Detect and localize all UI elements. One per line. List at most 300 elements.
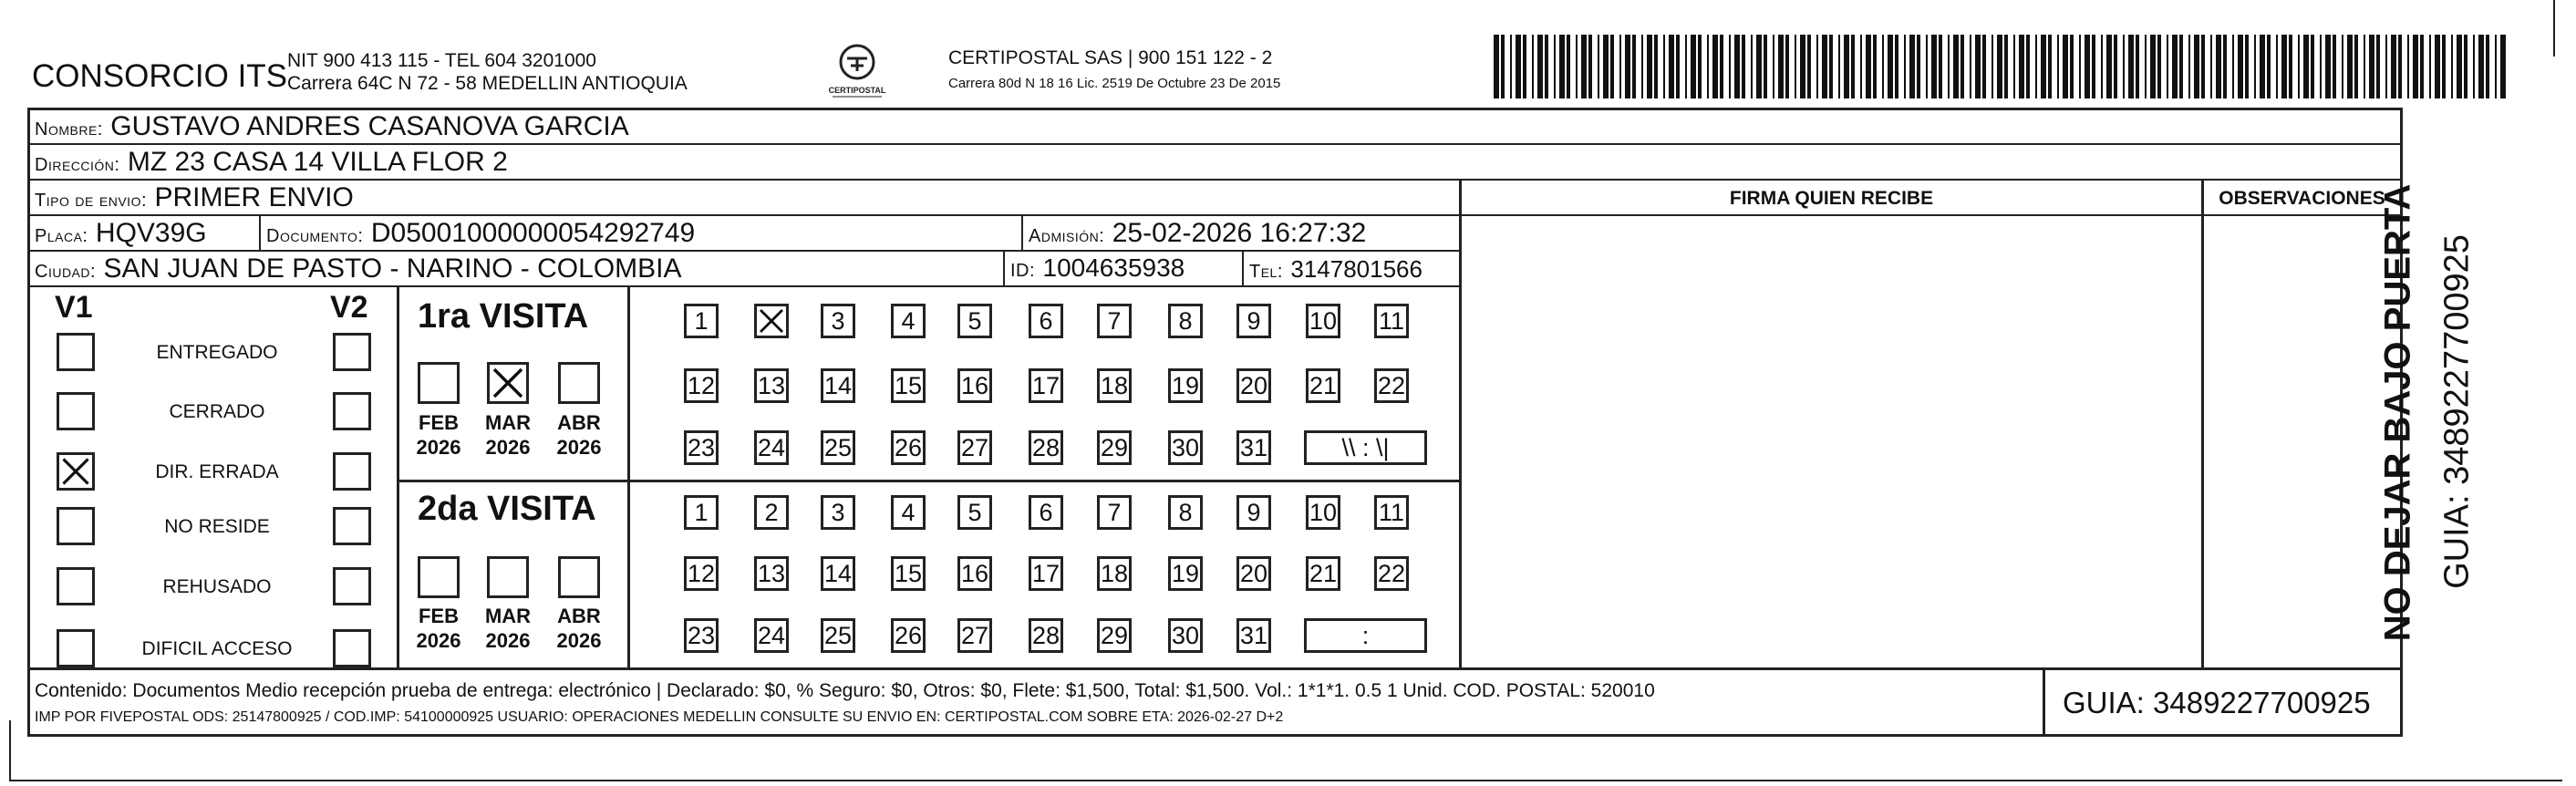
v2-status-checkbox[interactable] — [333, 567, 371, 605]
visit1-day-box[interactable]: 23 — [684, 430, 719, 465]
visit2-day-box[interactable]: 8 — [1168, 495, 1203, 530]
barcode-bar — [2167, 35, 2168, 98]
visit1-time-box[interactable]: \\ : \| — [1304, 430, 1427, 465]
side-guia: GUIA: 3489227700925 — [2437, 234, 2477, 589]
ciudad-row — [35, 253, 682, 284]
tipo-value: PRIMER ENVIO — [154, 182, 354, 212]
company-name: CONSORCIO ITS — [32, 58, 288, 94]
barcode-bar — [1619, 35, 1621, 98]
barcode-bar — [1691, 35, 1696, 98]
frame-top — [27, 108, 2402, 110]
svg-text:CERTIPOSTAL: CERTIPOSTAL — [828, 86, 886, 95]
visit2-day-box[interactable]: 7 — [1097, 495, 1132, 530]
firma-separator — [1459, 179, 1462, 668]
barcode-bar — [1982, 35, 1986, 98]
nombre-value: GUSTAVO ANDRES CASANOVA GARCIA — [110, 111, 629, 141]
tel-row — [1249, 255, 1422, 284]
v2-header: V2 — [330, 290, 368, 325]
visit1-day-box[interactable]: 14 — [821, 368, 855, 403]
barcode-bar — [1800, 35, 1805, 98]
barcode-bar — [2391, 35, 2396, 98]
barcode-bar — [1785, 35, 1789, 98]
barcode-bar — [1581, 35, 1587, 98]
firma-title: FIRMA QUIEN RECIBE — [1729, 188, 1934, 209]
placa-value: HQV39G — [95, 218, 207, 248]
barcode-bar — [1909, 35, 1915, 98]
barcode-bar — [2342, 35, 2343, 98]
barcode-bar — [1866, 35, 1871, 98]
barcode — [1494, 35, 2512, 98]
id-row — [1010, 253, 1185, 283]
barcode-bar — [1829, 35, 1833, 98]
visit1-day-box[interactable]: 30 — [1168, 430, 1203, 465]
barcode-bar — [2495, 35, 2497, 98]
barcode-bar — [2429, 35, 2431, 98]
visit2-month-label: FEB 2026 — [416, 605, 461, 652]
barcode-bar — [1795, 35, 1796, 98]
barcode-bar — [1510, 35, 1512, 98]
visit1-day-box[interactable]: 20 — [1236, 368, 1271, 403]
visit1-day-box[interactable]: 21 — [1306, 368, 1340, 403]
barcode-bar — [2298, 35, 2300, 98]
barcode-bar — [2245, 35, 2249, 98]
barcode-bar — [1669, 35, 1674, 98]
months-separator — [627, 285, 630, 668]
v1-status-checkbox[interactable] — [57, 452, 95, 491]
barcode-bar — [2267, 35, 2271, 98]
barcode-bar — [2210, 35, 2212, 98]
frame-bottom — [27, 734, 2402, 737]
barcode-bar — [2347, 35, 2353, 98]
visit2-time-box[interactable]: : — [1304, 618, 1427, 653]
barcode-bar — [2179, 35, 2183, 98]
visit2-month-checkbox[interactable] — [418, 556, 460, 598]
barcode-bar — [2035, 35, 2037, 98]
barcode-bar — [1778, 35, 1784, 98]
barcode-bar — [2333, 35, 2336, 98]
barcode-bar — [1860, 35, 1862, 98]
barcode-bar — [1516, 35, 1521, 98]
barcode-bar — [2457, 35, 2462, 98]
company-address: Carrera 64C N 72 - 58 MEDELLIN ANTIOQUIA — [287, 73, 688, 94]
barcode-bar — [1523, 35, 1526, 98]
visit2-day-box[interactable]: 16 — [957, 556, 992, 591]
visit1-day-box[interactable]: 4 — [891, 304, 926, 338]
barcode-bar — [1851, 35, 1855, 98]
barcode-bar — [1756, 35, 1762, 98]
status-label: CERRADO — [169, 401, 265, 422]
visit2-month-checkbox[interactable] — [487, 556, 529, 598]
barcode-bar — [1873, 35, 1877, 98]
barcode-bar — [1844, 35, 1849, 98]
visit2-day-box[interactable]: 20 — [1236, 556, 1271, 591]
visit1-day-box[interactable]: 11 — [1374, 304, 1409, 338]
visit2-month-label: ABR 2026 — [556, 605, 602, 652]
visit1-day-box[interactable]: 9 — [1236, 304, 1271, 338]
barcode-bar — [1494, 35, 1499, 98]
visit2-day-box[interactable]: 12 — [684, 556, 719, 591]
barcode-bar — [1712, 35, 1718, 98]
barcode-bar — [2500, 35, 2506, 98]
id-separator — [1003, 250, 1005, 286]
barcode-bar — [2136, 35, 2139, 98]
visit1-day-box[interactable]: 24 — [754, 430, 789, 465]
row-line — [27, 143, 2402, 145]
company-nit: NIT 900 413 115 - TEL 604 3201000 — [287, 50, 596, 71]
barcode-bar — [1501, 35, 1505, 98]
visit1-month-label: MAR 2026 — [484, 411, 532, 459]
visit2-day-box[interactable]: 10 — [1306, 495, 1340, 530]
barcode-bar — [2128, 35, 2134, 98]
direccion-label: Dirección: — [35, 155, 120, 175]
barcode-bar — [2276, 35, 2278, 98]
footer-line-1: Contenido: Documentos Medio recepción prueba de entrega: electrónico | Declarado: $0, % Seguro: $0, Otros: $0, Flete: $1,500, Total: $1,500. Vol.: 1*1*1. 0.5 1 Unid. COD. POSTAL: 520010 — [35, 680, 1655, 701]
barcode-bar — [2407, 35, 2409, 98]
barcode-bar — [2289, 35, 2292, 98]
row-line — [27, 250, 1461, 252]
v2-status-checkbox[interactable] — [333, 333, 371, 371]
footer-line-2: IMP POR FIVEPOSTAL ODS: 25147800925 / COD.IMP: 54100000925 USUARIO: OPERACIONES MEDELLIN CONSULTE SU ENVIO EN: CERTIPOSTAL.COM SOBRE ETA: 2026-02-27 D+2 — [35, 709, 1284, 725]
barcode-bar — [1625, 35, 1630, 98]
barcode-bar — [2473, 35, 2475, 98]
barcode-bar — [2223, 35, 2227, 98]
visit2-day-box[interactable]: 30 — [1168, 618, 1203, 653]
observaciones-title: OBSERVACIONES — [2219, 188, 2385, 209]
edge-line — [2553, 0, 2555, 57]
barcode-bar — [1991, 35, 1993, 98]
barcode-bar — [2070, 35, 2074, 98]
visit2-day-box[interactable]: 27 — [957, 618, 992, 653]
visit1-month-label: FEB 2026 — [416, 411, 461, 459]
barcode-bar — [2041, 35, 2046, 98]
visit2-day-box[interactable]: 19 — [1168, 556, 1203, 591]
v1-status-checkbox[interactable] — [57, 392, 95, 430]
barcode-bar — [1576, 35, 1578, 98]
visit1-day-box[interactable]: 18 — [1097, 368, 1132, 403]
v1-header: V1 — [55, 290, 93, 325]
barcode-bar — [2194, 35, 2199, 98]
v1-status-checkbox[interactable] — [57, 629, 95, 667]
barcode-bar — [2048, 35, 2052, 98]
barcode-bar — [2092, 35, 2095, 98]
certipostal-logo — [825, 38, 889, 102]
visit2-day-box[interactable]: 15 — [891, 556, 926, 591]
barcode-bar — [2254, 35, 2256, 98]
status-label: REHUSADO — [162, 576, 272, 597]
direccion-row — [35, 147, 508, 178]
barcode-bar — [1904, 35, 1906, 98]
barcode-bar — [1970, 35, 1971, 98]
barcode-bar — [1960, 35, 1964, 98]
barcode-bar — [2019, 35, 2024, 98]
v1-status-checkbox[interactable] — [57, 507, 95, 545]
barcode-bar — [2145, 35, 2147, 98]
barcode-bar — [2281, 35, 2287, 98]
visit1-day-box[interactable]: 27 — [957, 430, 992, 465]
barcode-bar — [1926, 35, 1928, 98]
admision-value: 25-02-2026 16:27:32 — [1112, 218, 1367, 248]
tel-label: Tel: — [1249, 262, 1283, 282]
visit1-day-box[interactable]: 5 — [957, 304, 992, 338]
ciudad-label: Ciudad: — [35, 262, 97, 282]
barcode-bar — [2085, 35, 2090, 98]
documento-label: Documento: — [266, 226, 364, 246]
barcode-bar — [2325, 35, 2331, 98]
footer-guia-separator — [2043, 667, 2045, 736]
barcode-bar — [1598, 35, 1599, 98]
status-label: NO RESIDE — [164, 516, 270, 537]
barcode-bar — [1603, 35, 1609, 98]
visit1-day-box[interactable]: 22 — [1374, 368, 1409, 403]
visit1-day-box[interactable]: 1 — [684, 304, 719, 338]
barcode-bar — [2320, 35, 2322, 98]
documento-row — [266, 218, 695, 249]
barcode-bar — [1931, 35, 1937, 98]
visit1-day-box[interactable]: 13 — [754, 368, 789, 403]
barcode-bar — [1975, 35, 1981, 98]
visit1-month-checkbox[interactable] — [418, 362, 460, 404]
barcode-bar — [2057, 35, 2059, 98]
placa-label: Placa: — [35, 226, 88, 246]
visit2-month-label: MAR 2026 — [484, 605, 532, 652]
barcode-bar — [2420, 35, 2424, 98]
footer-guia: GUIA: 3489227700925 — [2063, 686, 2371, 719]
barcode-bar — [2398, 35, 2402, 98]
barcode-bar — [2106, 35, 2112, 98]
barcode-bar — [2063, 35, 2068, 98]
admision-label: Admisión: — [1029, 226, 1105, 246]
visit1-day-box[interactable]: 15 — [891, 368, 926, 403]
barcode-bar — [1654, 35, 1658, 98]
admision-row — [1029, 218, 1366, 249]
barcode-bar — [1720, 35, 1723, 98]
barcode-bar — [2486, 35, 2489, 98]
visit2-day-box[interactable]: 13 — [754, 556, 789, 591]
barcode-bar — [2013, 35, 2015, 98]
v1-status-checkbox[interactable] — [57, 333, 95, 371]
v2-status-checkbox[interactable] — [333, 392, 371, 430]
barcode-bar — [1685, 35, 1687, 98]
status-label: DIR. ERRADA — [155, 461, 279, 482]
barcode-bar — [2114, 35, 2117, 98]
barcode-bar — [1676, 35, 1680, 98]
certipostal-line-1: CERTIPOSTAL SAS | 900 151 122 - 2 — [948, 47, 1273, 68]
visit2-day-box[interactable]: 17 — [1029, 556, 1063, 591]
barcode-bar — [1663, 35, 1665, 98]
visit2-day-box[interactable]: 18 — [1097, 556, 1132, 591]
visit2-day-box[interactable]: 25 — [821, 618, 855, 653]
admision-separator — [1021, 214, 1023, 251]
barcode-bar — [1816, 35, 1818, 98]
barcode-bar — [1567, 35, 1570, 98]
visit2-day-box[interactable]: 5 — [957, 495, 992, 530]
direccion-value: MZ 23 CASA 14 VILLA FLOR 2 — [127, 147, 508, 177]
ciudad-value: SAN JUAN DE PASTO - NARINO - COLOMBIA — [103, 253, 682, 284]
row-line — [27, 214, 2402, 216]
visit1-month-label: ABR 2026 — [556, 411, 602, 459]
visit1-day-box[interactable]: 28 — [1029, 430, 1063, 465]
barcode-bar — [2442, 35, 2446, 98]
visit1-day-box[interactable]: 10 — [1306, 304, 1340, 338]
barcode-bar — [1588, 35, 1592, 98]
documento-value: D05001000000054292749 — [370, 218, 696, 248]
tipo-label: Tipo de envio: — [35, 191, 148, 211]
barcode-bar — [1953, 35, 1959, 98]
visit1-day-box[interactable]: 16 — [957, 368, 992, 403]
row-line — [27, 285, 1461, 287]
barcode-bar — [2364, 35, 2365, 98]
barcode-bar — [1822, 35, 1827, 98]
barcode-bar — [2238, 35, 2243, 98]
tel-value: 3147801566 — [1290, 255, 1422, 283]
visit2-day-box[interactable]: 2 — [754, 495, 789, 530]
barcode-bar — [2216, 35, 2221, 98]
barcode-bar — [1707, 35, 1709, 98]
tipo-row — [35, 182, 354, 213]
row-line — [27, 179, 2402, 181]
left-edge-line — [9, 720, 11, 781]
nombre-label: Nombre: — [35, 119, 103, 140]
barcode-bar — [1559, 35, 1565, 98]
visit2-title: 2da VISITA — [418, 490, 596, 528]
visit2-day-box[interactable]: 1 — [684, 495, 719, 530]
visit-separator — [397, 480, 1461, 482]
nombre-row — [35, 111, 629, 142]
visit2-day-box[interactable]: 31 — [1236, 618, 1271, 653]
no-dejar-warning: NO DEJAR BAJO PUERTA — [2377, 183, 2418, 642]
visit1-day-box[interactable]: 17 — [1029, 368, 1063, 403]
visit2-day-box[interactable]: 21 — [1306, 556, 1340, 591]
placa-separator — [259, 214, 261, 251]
visit1-day-box[interactable]: 29 — [1097, 430, 1132, 465]
barcode-bar — [1554, 35, 1556, 98]
barcode-bar — [1537, 35, 1543, 98]
barcode-bar — [2303, 35, 2309, 98]
barcode-bar — [2232, 35, 2234, 98]
barcode-bar — [1807, 35, 1811, 98]
visit2-day-box[interactable]: 4 — [891, 495, 926, 530]
visit2-day-box[interactable]: 23 — [684, 618, 719, 653]
barcode-bar — [2260, 35, 2265, 98]
barcode-bar — [2354, 35, 2358, 98]
barcode-bar — [2079, 35, 2081, 98]
visit2-day-box[interactable]: 9 — [1236, 495, 1271, 530]
visit2-day-box[interactable]: 14 — [821, 556, 855, 591]
barcode-bar — [1647, 35, 1652, 98]
visit1-day-box[interactable]: 25 — [821, 430, 855, 465]
barcode-bar — [1532, 35, 1534, 98]
barcode-bar — [2435, 35, 2440, 98]
visit2-day-box[interactable]: 26 — [891, 618, 926, 653]
visit1-day-box[interactable] — [754, 304, 789, 338]
barcode-bar — [1838, 35, 1840, 98]
barcode-bar — [2311, 35, 2314, 98]
barcode-bar — [2123, 35, 2125, 98]
visit1-day-box[interactable]: 26 — [891, 430, 926, 465]
barcode-bar — [2464, 35, 2467, 98]
barcode-bar — [1610, 35, 1614, 98]
visit1-month-checkbox[interactable] — [558, 362, 600, 404]
visit2-day-box[interactable]: 3 — [821, 495, 855, 530]
barcode-bar — [1895, 35, 1898, 98]
frame-left — [27, 108, 30, 737]
barcode-bar — [1698, 35, 1702, 98]
visit1-day-box[interactable]: 6 — [1029, 304, 1063, 338]
v2-status-checkbox[interactable] — [333, 507, 371, 545]
barcode-bar — [1939, 35, 1942, 98]
observaciones-separator — [2201, 179, 2204, 668]
visit2-day-box[interactable]: 28 — [1029, 618, 1063, 653]
id-label: ID: — [1010, 261, 1036, 281]
barcode-bar — [1641, 35, 1643, 98]
barcode-bar — [2188, 35, 2190, 98]
row-line — [27, 667, 2402, 670]
barcode-bar — [1773, 35, 1774, 98]
barcode-bar — [1948, 35, 1950, 98]
barcode-bar — [1632, 35, 1636, 98]
tel-separator — [1242, 250, 1244, 286]
placa-row — [35, 218, 207, 249]
visit1-day-box[interactable]: 7 — [1097, 304, 1132, 338]
status-label: ENTREGADO — [156, 342, 278, 363]
id-value: 1004635938 — [1042, 253, 1185, 282]
visit1-month-checkbox[interactable] — [487, 362, 529, 404]
barcode-bar — [1545, 35, 1548, 98]
barcode-bar — [1882, 35, 1884, 98]
barcode-bar — [2369, 35, 2374, 98]
visit2-day-box[interactable]: 24 — [754, 618, 789, 653]
barcode-bar — [1917, 35, 1920, 98]
barcode-bar — [2026, 35, 2030, 98]
barcode-bar — [2157, 35, 2161, 98]
barcode-bar — [1764, 35, 1767, 98]
barcode-bar — [2172, 35, 2178, 98]
barcode-bar — [2150, 35, 2156, 98]
bottom-edge-line — [9, 780, 2562, 781]
barcode-bar — [2004, 35, 2008, 98]
visit2-month-checkbox[interactable] — [558, 556, 600, 598]
barcode-bar — [2385, 35, 2387, 98]
v1-status-checkbox[interactable] — [57, 567, 95, 605]
visit2-day-box[interactable]: 29 — [1097, 618, 1132, 653]
barcode-bar — [2101, 35, 2103, 98]
barcode-bar — [2413, 35, 2418, 98]
visit1-day-box[interactable]: 19 — [1168, 368, 1203, 403]
visit1-day-box[interactable]: 31 — [1236, 430, 1271, 465]
visit1-title: 1ra VISITA — [418, 297, 589, 336]
visit2-day-box[interactable]: 6 — [1029, 495, 1063, 530]
status-separator — [397, 285, 399, 668]
v2-status-checkbox[interactable] — [333, 452, 371, 491]
visit2-day-box[interactable]: 22 — [1374, 556, 1409, 591]
barcode-bar — [1888, 35, 1893, 98]
barcode-bar — [2451, 35, 2453, 98]
visit1-day-box[interactable]: 8 — [1168, 304, 1203, 338]
barcode-bar — [2201, 35, 2205, 98]
barcode-bar — [1734, 35, 1740, 98]
barcode-bar — [1997, 35, 2002, 98]
visit2-day-box[interactable]: 11 — [1374, 495, 1409, 530]
barcode-bar — [2376, 35, 2380, 98]
barcode-bar — [2478, 35, 2484, 98]
certipostal-line-2: Carrera 80d N 18 16 Lic. 2519 De Octubre 23 De 2015 — [948, 76, 1281, 91]
status-label: DIFICIL ACCESO — [141, 638, 293, 659]
visit1-day-box[interactable]: 3 — [821, 304, 855, 338]
barcode-bar — [1742, 35, 1745, 98]
visit1-day-box[interactable]: 12 — [684, 368, 719, 403]
barcode-bar — [1751, 35, 1753, 98]
v2-status-checkbox[interactable] — [333, 629, 371, 667]
